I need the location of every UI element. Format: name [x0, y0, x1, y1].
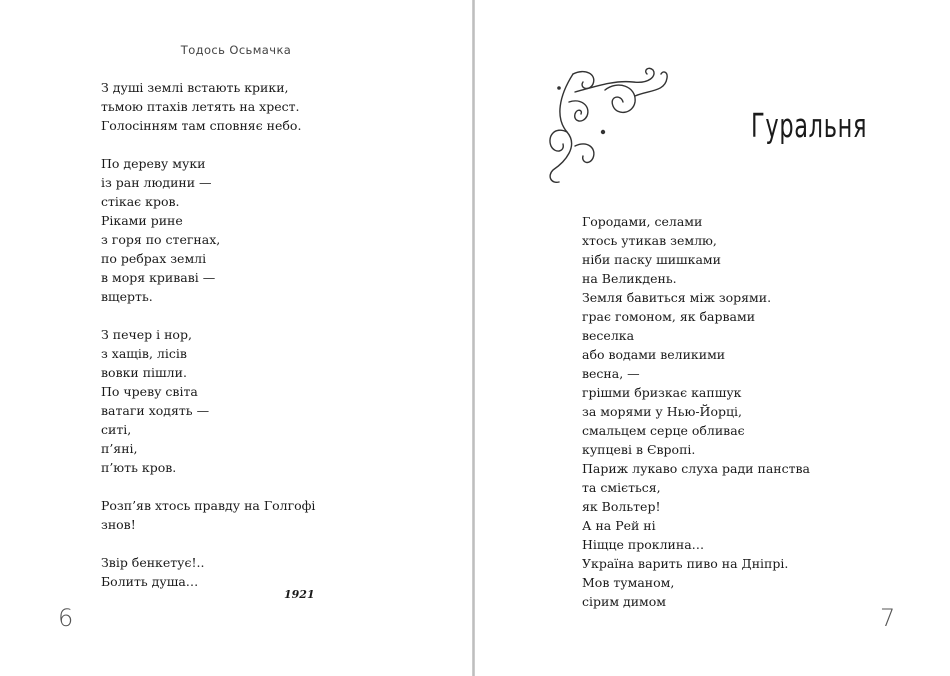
poem-line: Ніщце проклина…	[582, 537, 705, 552]
poem-line: по ребрах землі	[101, 251, 207, 266]
poem-line: Україна варить пиво на Дніпрі.	[582, 556, 789, 571]
poem-line: хтось утикав землю,	[582, 233, 717, 248]
poem-line: за морями у Нью-Йорці,	[582, 404, 742, 419]
poem-line: Болить душа…	[101, 574, 199, 589]
stanza-4	[101, 496, 315, 534]
poem-title: Гуральня	[751, 106, 868, 145]
poem-line: або водами великими	[582, 347, 726, 362]
poem-line: з хащів, лісів	[101, 346, 187, 361]
poem-line: ситі,	[101, 422, 132, 437]
poem-line: По чреву світа	[101, 384, 198, 399]
poem-line: купцеві в Європі.	[582, 442, 696, 457]
poem-line: знов!	[101, 517, 136, 532]
poem-line: стікає кров.	[101, 194, 180, 209]
left-page	[0, 0, 472, 676]
poem-line: смальцем серце обливає	[582, 423, 745, 438]
poem-line: Голосінням там сповняє небо.	[101, 118, 302, 133]
poem-date: 1921	[284, 588, 315, 601]
poem-line: Земля бавиться між зорями.	[582, 290, 772, 305]
page-number-left: 6	[58, 604, 74, 632]
poem-line: Париж лукаво слуха ради панства	[582, 461, 811, 476]
page-number-right: 7	[880, 604, 896, 632]
poem-line: в моря криваві —	[101, 270, 216, 285]
poem-line: ватаги ходять —	[101, 403, 210, 418]
poem-line: ніби паску шишками	[582, 252, 721, 267]
running-head: Тодось Осьмачка	[180, 43, 292, 57]
poem-line: веселка	[582, 328, 635, 343]
stanza-1	[101, 78, 301, 135]
right-page	[475, 0, 950, 676]
poem-line: Звір бенкетує!..	[101, 555, 205, 570]
poem-line: п’яні,	[101, 441, 138, 456]
poem-line: Мов туманом,	[582, 575, 675, 590]
poem-line: з горя по стегнах,	[101, 232, 221, 247]
poem-line: та сміється,	[582, 480, 661, 495]
stanza-5	[101, 553, 205, 591]
poem-line: весна, —	[582, 366, 640, 381]
poem-line: тьмою птахів летять на хрест.	[101, 99, 300, 114]
poem-line: А на Рей ні	[582, 518, 656, 533]
flourish-ornament-icon	[545, 66, 675, 188]
poem-line: З душі землі встають крики,	[101, 80, 289, 95]
poem-line: вовки пішли.	[101, 365, 187, 380]
poem-line: Розп’яв хтось правду на Голгофі	[101, 498, 316, 513]
poem-line: З печер і нор,	[101, 327, 192, 342]
poem-line: Ріками рине	[101, 213, 183, 228]
poem-line: сірим димом	[582, 594, 667, 609]
poem-line: Городами, селами	[582, 214, 703, 229]
poem-line: По дереву муки	[101, 156, 206, 171]
poem-line: вщерть.	[101, 289, 153, 304]
poem-line: грішми бризкає капшук	[582, 385, 742, 400]
poem-line: грає гомоном, як барвами	[582, 309, 756, 324]
stanza-2	[101, 154, 220, 306]
poem-line: із ран людини —	[101, 175, 212, 190]
poem-line: як Вольтер!	[582, 499, 661, 514]
poem-line: п’ють кров.	[101, 460, 177, 475]
stanza-3	[101, 325, 209, 477]
poem-line: на Великдень.	[582, 271, 677, 286]
poem-body	[582, 212, 810, 611]
